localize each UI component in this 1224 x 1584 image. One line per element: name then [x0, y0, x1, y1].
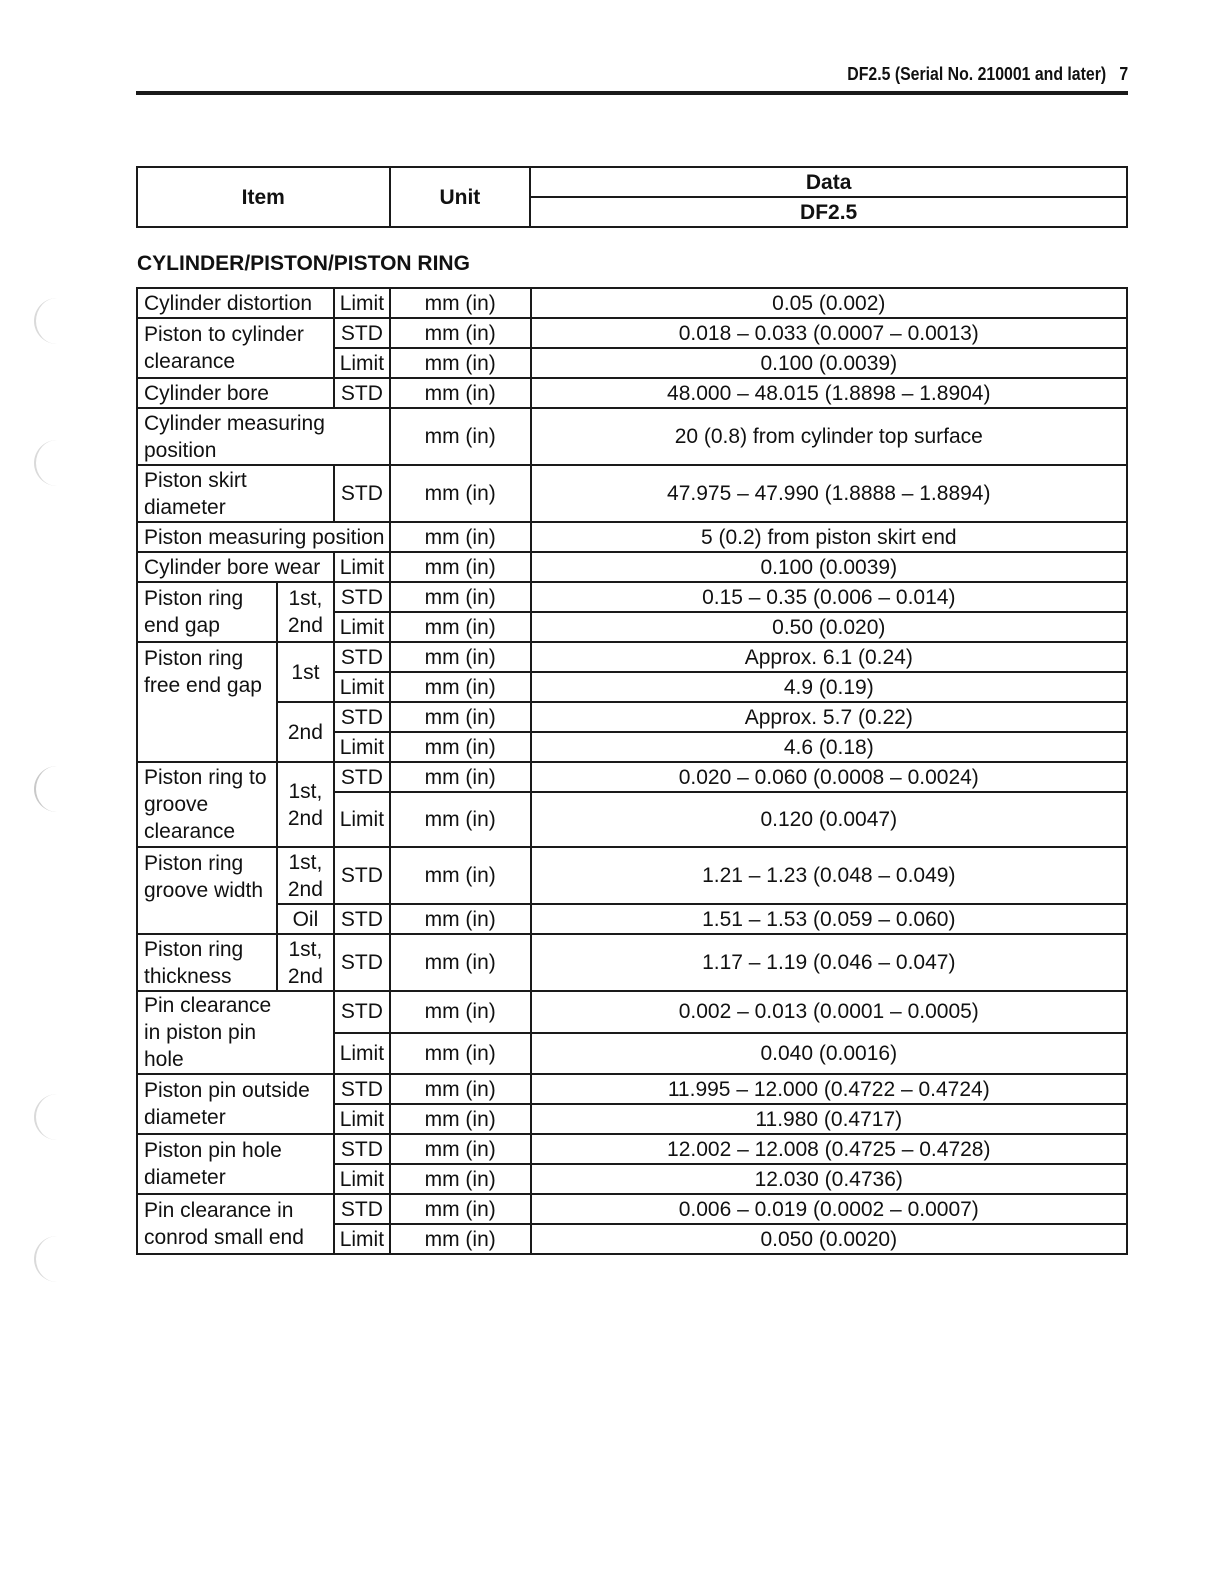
- type-cell: STD: [334, 762, 390, 792]
- page-header: [847, 64, 1128, 85]
- sub-cell: 1st, 2nd: [277, 582, 334, 642]
- unit-cell: mm (in): [390, 1134, 531, 1164]
- table-row: [137, 552, 1127, 582]
- type-cell: Limit: [334, 348, 390, 378]
- unit-column-header: Unit: [390, 167, 531, 227]
- type-cell: Limit: [334, 792, 390, 847]
- type-cell: STD: [334, 904, 390, 934]
- table-row: [137, 465, 1127, 522]
- item-cell: Cylinder measuring position: [137, 408, 390, 465]
- table-row: [137, 847, 1127, 904]
- header-title: DF2.5 (Serial No. 210001 and later): [847, 64, 1106, 84]
- value-cell: 4.6 (0.18): [531, 732, 1127, 762]
- type-cell: STD: [334, 702, 390, 732]
- type-cell: STD: [334, 582, 390, 612]
- value-cell: 0.50 (0.020): [531, 612, 1127, 642]
- item-cell: Piston skirt diameter: [137, 465, 334, 522]
- sub-cell: Oil: [277, 904, 334, 934]
- binder-hole-shadow: [34, 1236, 80, 1282]
- table-row: [137, 1134, 1127, 1164]
- value-cell: 47.975 – 47.990 (1.8888 – 1.8894): [531, 465, 1127, 522]
- value-cell: 12.030 (0.4736): [531, 1164, 1127, 1194]
- item-cell: Piston measuring position: [137, 522, 390, 552]
- table-row: [137, 991, 1127, 1033]
- spec-table: [136, 287, 1128, 1255]
- type-cell: Limit: [334, 1033, 390, 1075]
- value-cell: 12.002 – 12.008 (0.4725 – 0.4728): [531, 1134, 1127, 1164]
- type-cell: Limit: [334, 1164, 390, 1194]
- table-row: [137, 1074, 1127, 1104]
- value-cell: Approx. 6.1 (0.24): [531, 642, 1127, 672]
- table-row: [137, 642, 1127, 672]
- value-cell: Approx. 5.7 (0.22): [531, 702, 1127, 732]
- unit-cell: mm (in): [390, 378, 531, 408]
- type-cell: STD: [334, 1134, 390, 1164]
- binder-hole-shadow: [34, 766, 80, 812]
- unit-cell: mm (in): [390, 1164, 531, 1194]
- table-row: [137, 1194, 1127, 1224]
- type-cell: Limit: [334, 288, 390, 318]
- value-cell: 20 (0.8) from cylinder top surface: [531, 408, 1127, 465]
- table-row: [137, 702, 1127, 732]
- value-cell: 1.17 – 1.19 (0.046 – 0.047): [531, 934, 1127, 991]
- unit-cell: mm (in): [390, 672, 531, 702]
- table-row: [137, 904, 1127, 934]
- unit-cell: mm (in): [390, 582, 531, 612]
- item-cell: Piston pin hole diameter: [137, 1134, 334, 1194]
- unit-cell: mm (in): [390, 348, 531, 378]
- item-cell: Piston to cylinder clearance: [137, 318, 334, 378]
- table-row: [137, 762, 1127, 792]
- type-cell: Limit: [334, 732, 390, 762]
- item-cell: Piston ring thickness: [137, 934, 277, 991]
- binder-hole-shadow: [34, 440, 80, 486]
- unit-cell: mm (in): [390, 934, 531, 991]
- type-cell: Limit: [334, 1224, 390, 1254]
- type-cell: STD: [334, 642, 390, 672]
- type-cell: STD: [334, 1194, 390, 1224]
- type-cell: Limit: [334, 1104, 390, 1134]
- table-row: [137, 408, 1127, 465]
- binder-hole-shadow: [34, 298, 80, 344]
- unit-cell: mm (in): [390, 408, 531, 465]
- item-cell: Piston ring to groove clearance: [137, 762, 277, 847]
- unit-cell: mm (in): [390, 847, 531, 904]
- page-number: 7: [1119, 64, 1128, 84]
- unit-cell: mm (in): [390, 1074, 531, 1104]
- type-cell: STD: [334, 378, 390, 408]
- table-row: [137, 378, 1127, 408]
- sub-cell: 1st, 2nd: [277, 847, 334, 904]
- type-cell: STD: [334, 934, 390, 991]
- value-cell: 0.050 (0.0020): [531, 1224, 1127, 1254]
- unit-cell: mm (in): [390, 465, 531, 522]
- binder-hole-shadow: [34, 1094, 80, 1140]
- type-cell: Limit: [334, 672, 390, 702]
- value-cell: 1.21 – 1.23 (0.048 – 0.049): [531, 847, 1127, 904]
- unit-cell: mm (in): [390, 288, 531, 318]
- value-cell: 0.002 – 0.013 (0.0001 – 0.0005): [531, 991, 1127, 1033]
- type-cell: STD: [334, 318, 390, 348]
- value-cell: 0.15 – 0.35 (0.006 – 0.014): [531, 582, 1127, 612]
- sub-cell: 2nd: [277, 702, 334, 762]
- section-title: CYLINDER/PISTON/PISTON RING: [137, 252, 470, 275]
- item-cell: Piston ring groove width: [137, 847, 277, 934]
- item-cell: Piston ring end gap: [137, 582, 277, 642]
- sub-cell: 1st, 2nd: [277, 762, 334, 847]
- value-cell: 0.040 (0.0016): [531, 1033, 1127, 1075]
- header-rule: [136, 91, 1128, 95]
- value-cell: 1.51 – 1.53 (0.059 – 0.060): [531, 904, 1127, 934]
- unit-cell: mm (in): [390, 1033, 531, 1075]
- unit-cell: mm (in): [390, 552, 531, 582]
- value-cell: 5 (0.2) from piston skirt end: [531, 522, 1127, 552]
- value-cell: 0.120 (0.0047): [531, 792, 1127, 847]
- sub-cell: 1st: [277, 642, 334, 702]
- table-row: [137, 288, 1127, 318]
- value-cell: 4.9 (0.19): [531, 672, 1127, 702]
- type-cell: Limit: [334, 552, 390, 582]
- table-header: [136, 166, 1128, 228]
- item-cell: Pin clearance in conrod small end: [137, 1194, 334, 1254]
- item-cell: Piston pin outside diameter: [137, 1074, 334, 1134]
- unit-cell: mm (in): [390, 612, 531, 642]
- value-cell: 11.995 – 12.000 (0.4722 – 0.4724): [531, 1074, 1127, 1104]
- type-cell: STD: [334, 1074, 390, 1104]
- value-cell: 0.100 (0.0039): [531, 552, 1127, 582]
- table-row: [137, 522, 1127, 552]
- value-cell: 0.05 (0.002): [531, 288, 1127, 318]
- value-cell: 0.020 – 0.060 (0.0008 – 0.0024): [531, 762, 1127, 792]
- type-cell: Limit: [334, 612, 390, 642]
- type-cell: STD: [334, 465, 390, 522]
- unit-cell: mm (in): [390, 702, 531, 732]
- unit-cell: mm (in): [390, 991, 531, 1033]
- unit-cell: mm (in): [390, 1194, 531, 1224]
- item-cell: Pin clearance in piston pin hole: [137, 991, 334, 1074]
- table-row: [137, 582, 1127, 612]
- value-cell: 48.000 – 48.015 (1.8898 – 1.8904): [531, 378, 1127, 408]
- unit-cell: mm (in): [390, 792, 531, 847]
- model-column-header: DF2.5: [530, 197, 1127, 227]
- item-column-header: Item: [137, 167, 390, 227]
- unit-cell: mm (in): [390, 904, 531, 934]
- item-cell: Cylinder bore wear: [137, 552, 334, 582]
- item-cell: Piston ring free end gap: [137, 642, 277, 762]
- unit-cell: mm (in): [390, 1104, 531, 1134]
- value-cell: 0.006 – 0.019 (0.0002 – 0.0007): [531, 1194, 1127, 1224]
- unit-cell: mm (in): [390, 318, 531, 348]
- data-column-header: Data: [530, 167, 1127, 197]
- sub-cell: 1st, 2nd: [277, 934, 334, 991]
- unit-cell: mm (in): [390, 762, 531, 792]
- unit-cell: mm (in): [390, 1224, 531, 1254]
- value-cell: 0.018 – 0.033 (0.0007 – 0.0013): [531, 318, 1127, 348]
- item-cell: Cylinder bore: [137, 378, 334, 408]
- value-cell: 11.980 (0.4717): [531, 1104, 1127, 1134]
- type-cell: STD: [334, 847, 390, 904]
- unit-cell: mm (in): [390, 642, 531, 672]
- unit-cell: mm (in): [390, 522, 531, 552]
- value-cell: 0.100 (0.0039): [531, 348, 1127, 378]
- item-cell: Cylinder distortion: [137, 288, 334, 318]
- table-row: [137, 934, 1127, 991]
- table-row: [137, 318, 1127, 348]
- unit-cell: mm (in): [390, 732, 531, 762]
- type-cell: STD: [334, 991, 390, 1033]
